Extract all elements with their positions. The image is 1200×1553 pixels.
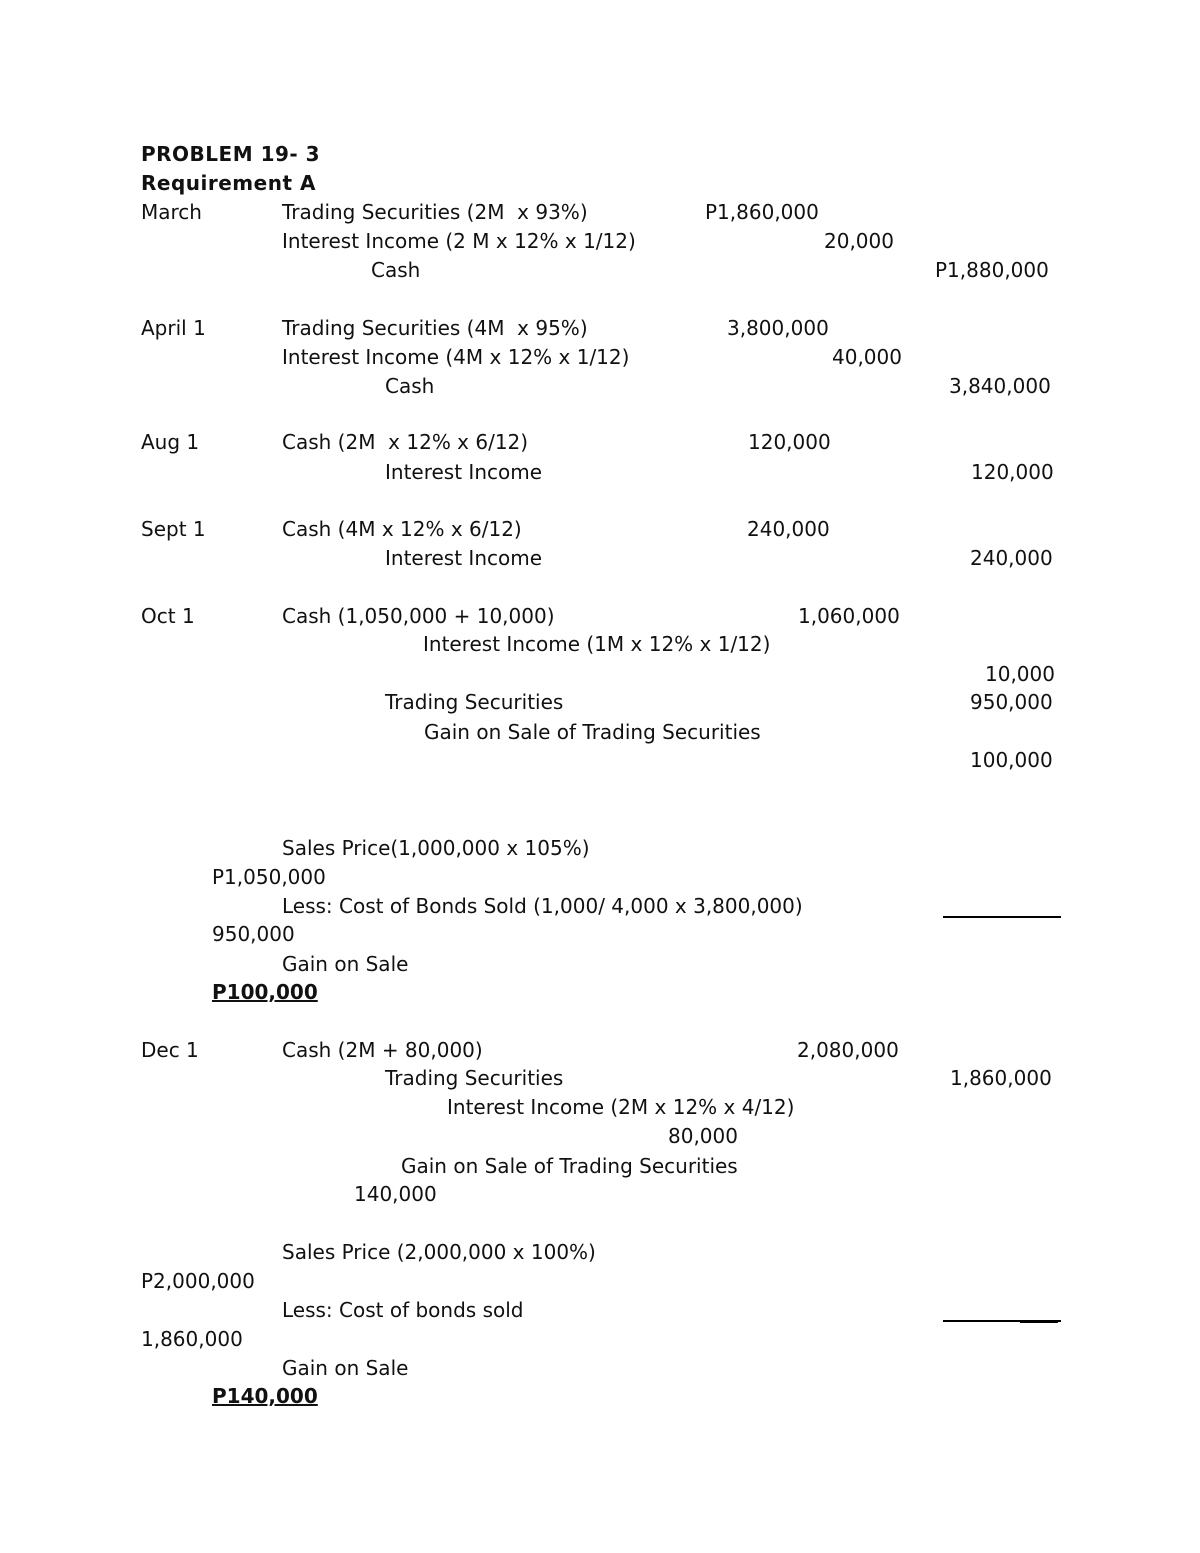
- underline-rule: [943, 916, 1061, 918]
- entry-date: April 1: [141, 316, 206, 340]
- entry-date: Dec 1: [141, 1038, 199, 1062]
- computation-amount: P1,050,000: [212, 865, 326, 889]
- credit-amount: 240,000: [970, 546, 1053, 570]
- computation-label: Sales Price(1,000,000 x 105%): [282, 836, 590, 860]
- credit-amount: 120,000: [971, 460, 1054, 484]
- credit-amount: 100,000: [970, 748, 1053, 772]
- debit-amount: 240,000: [747, 517, 830, 541]
- credit-amount: 140,000: [354, 1182, 437, 1206]
- credit-account: Trading Securities: [385, 1066, 564, 1090]
- computation-amount: 950,000: [212, 922, 295, 946]
- debit-account: Interest Income (4M x 12% x 1/12): [282, 345, 630, 369]
- credit-account: Gain on Sale of Trading Securities: [424, 720, 761, 744]
- computation-label: Gain on Sale: [282, 952, 409, 976]
- credit-amount: 950,000: [970, 690, 1053, 714]
- debit-amount: 120,000: [748, 430, 831, 454]
- computation-label: Less: Cost of bonds sold: [282, 1298, 524, 1322]
- credit-account: Interest Income (1M x 12% x 1/12): [423, 632, 771, 656]
- debit-account: Interest Income (2 M x 12% x 1/12): [282, 229, 636, 253]
- credit-amount: 3,840,000: [949, 374, 1051, 398]
- credit-account: Interest Income (2M x 12% x 4/12): [447, 1095, 795, 1119]
- entry-date: Oct 1: [141, 604, 195, 628]
- gain-total: P140,000: [212, 1384, 318, 1408]
- computation-amount: 1,860,000: [141, 1327, 243, 1351]
- debit-amount: 20,000: [824, 229, 894, 253]
- credit-account: Gain on Sale of Trading Securities: [401, 1154, 738, 1178]
- credit-amount: P1,880,000: [935, 258, 1049, 282]
- debit-amount: 2,080,000: [797, 1038, 899, 1062]
- credit-account: Interest Income: [385, 460, 543, 484]
- underline-rule: [1020, 1322, 1058, 1323]
- credit-amount: 1,860,000: [950, 1066, 1052, 1090]
- entry-date: March: [141, 200, 202, 224]
- debit-account: Cash (2M + 80,000): [282, 1038, 483, 1062]
- credit-amount: 80,000: [668, 1124, 738, 1148]
- debit-amount: 1,060,000: [798, 604, 900, 628]
- debit-account: Trading Securities (4M x 95%): [282, 316, 588, 340]
- computation-label: Gain on Sale: [282, 1356, 409, 1380]
- credit-account: Trading Securities: [385, 690, 564, 714]
- entry-date: Aug 1: [141, 430, 200, 454]
- debit-amount: 3,800,000: [727, 316, 829, 340]
- credit-account: Cash: [385, 374, 435, 398]
- computation-amount: P2,000,000: [141, 1269, 255, 1293]
- debit-account: Cash (2M x 12% x 6/12): [282, 430, 529, 454]
- debit-amount: 40,000: [832, 345, 902, 369]
- debit-account: Trading Securities (2M x 93%): [282, 200, 588, 224]
- problem-title: PROBLEM 19- 3: [141, 142, 321, 166]
- credit-account: Interest Income: [385, 546, 543, 570]
- debit-account: Cash (4M x 12% x 6/12): [282, 517, 522, 541]
- computation-label: Sales Price (2,000,000 x 100%): [282, 1240, 596, 1264]
- entry-date: Sept 1: [141, 517, 206, 541]
- gain-total: P100,000: [212, 980, 318, 1004]
- computation-label: Less: Cost of Bonds Sold (1,000/ 4,000 x 3,800,000): [282, 894, 803, 918]
- requirement-title: Requirement A: [141, 171, 316, 195]
- debit-account: Cash (1,050,000 + 10,000): [282, 604, 555, 628]
- credit-account: Cash: [371, 258, 421, 282]
- debit-amount: P1,860,000: [705, 200, 819, 224]
- credit-amount: 10,000: [985, 662, 1055, 686]
